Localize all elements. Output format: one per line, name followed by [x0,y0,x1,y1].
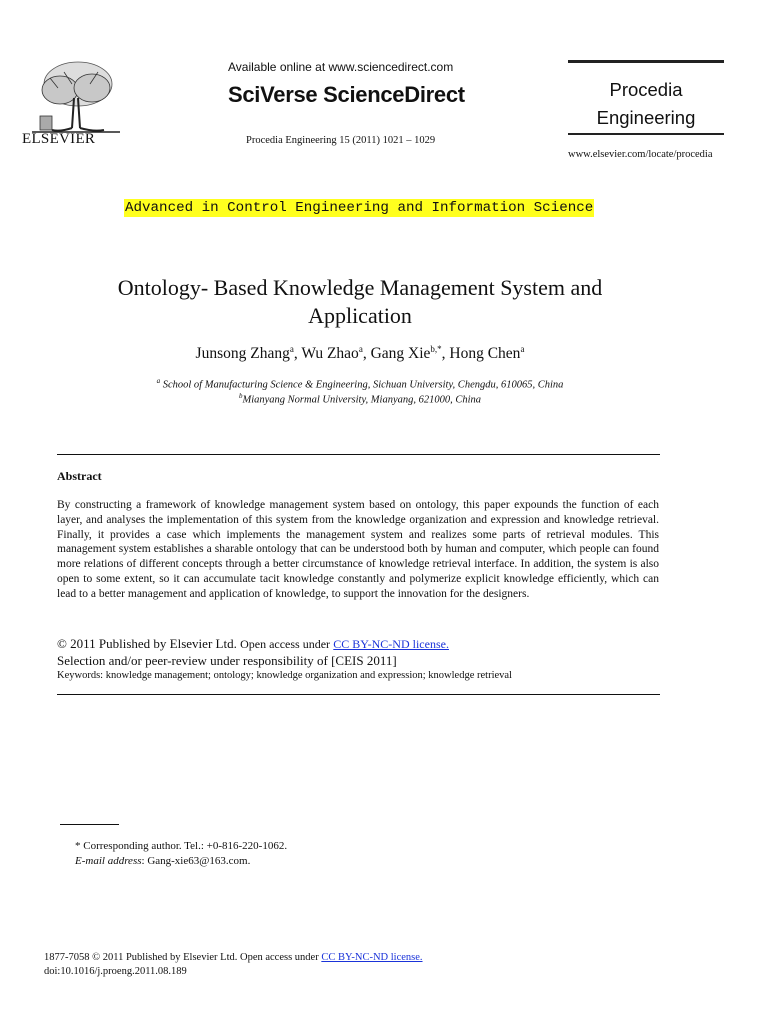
license-link[interactable]: CC BY-NC-ND license. [333,637,449,651]
peer-review-line: Selection and/or peer-review under responsibility of [CEIS 2011] [57,653,397,668]
title-line-2: Application [308,303,412,328]
issn-line [44,952,423,963]
journal-name-text: Procedia Engineering [596,79,696,128]
platform-name: SciVerse ScienceDirect [228,82,465,107]
author-name: Wu Zhao [301,345,359,363]
affiliation-text: Mianyang Normal University, Mianyang, 621000, China [242,394,482,406]
affiliation-sup: b [238,392,243,400]
journal-name [568,76,724,132]
abstract-heading: Abstract [57,469,102,483]
issn-text: 1877-7058 © 2011 Published by Elsevier Ltd. Open access under [44,952,319,963]
author-name: Gang Xie [370,345,431,363]
copyright-line [57,636,449,652]
author-sup: a [358,344,363,354]
footnote-rule [60,824,119,825]
journal-citation: Procedia Engineering 15 (2011) 1021 – 1029 [246,135,436,146]
affiliation-a [60,377,660,391]
author-sup: a [520,344,525,354]
affiliation-sup: a [156,377,161,385]
available-online-text: Available online at www.sciencedirect.com [228,60,454,74]
paper-title [60,274,660,330]
conference-highlight: Advanced in Control Engineering and Information Science [125,200,594,216]
affiliation-text: School of Manufacturing Science & Engineering, Sichuan University, Chengdu, 610065, China [162,379,564,391]
title-line-1: Ontology- Based Knowledge Management System and [117,275,603,300]
journal-box-bottom-rule [568,133,724,135]
bottom-license-link[interactable]: CC BY-NC-ND license. [321,952,423,963]
author-list [60,344,660,363]
journal-url: www.elsevier.com/locate/procedia [568,149,713,160]
author-name: Junsong Zhang [195,345,290,363]
abstract-body: By constructing a framework of knowledge management system based on ontology, this paper expounds the function of each layer, and analyses the implementation of this system from the knowledge organization and expression and knowledge retrieval. Finally, it provides a case which implements the management system and realizes some parts of retrieval modules. This management system establishes a sharable ontology that can be understood both by human and computer, which people can found more relations of different concepts through a better circumstance of knowledge retrieval interface. In addition, the system is also open to some extent, so it can accumulate tacit knowledge constantly and polymerize explicit knowledge efficiently, which can lead to a better management and application of knowledge, to support the innovation for the designers. [57,499,659,600]
author-sup: a [289,344,294,354]
author-sep: , [293,345,302,363]
author-sep: , [441,345,450,363]
author-sep: , [362,345,371,363]
affiliation-b [60,392,660,406]
abstract-top-rule [57,454,660,455]
email-note [75,855,250,867]
corresponding-author-note: * Corresponding author. Tel.: +0-816-220-1062. [75,840,288,852]
doi-line: doi:10.1016/j.proeng.2011.08.189 [44,966,187,977]
keywords-line: Keywords: knowledge management; ontology; knowledge organization and expression; knowledge retrieval [57,670,512,681]
open-access-text: Open access under [240,637,331,651]
copyright-text: © 2011 Published by Elsevier Ltd. [57,636,237,651]
abstract-bottom-rule [57,694,660,695]
author-sup: b,* [430,344,442,354]
journal-box-top-rule [568,60,724,63]
publisher-wordmark: ELSEVIER [22,131,96,147]
email-label: E-mail address [75,855,142,867]
author-name: Hong Chen [449,345,521,363]
email-value: : Gang-xie63@163.com. [141,855,251,867]
